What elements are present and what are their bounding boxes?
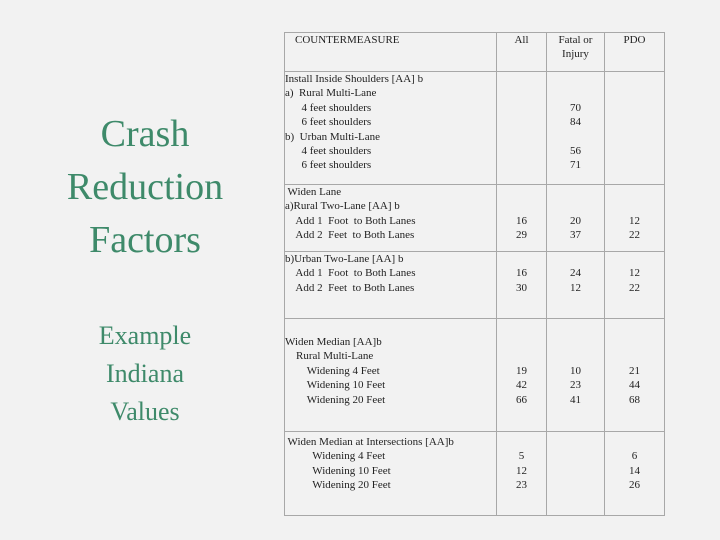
crash-reduction-table: [284, 32, 665, 516]
table-row: [285, 432, 665, 516]
table-row: [285, 252, 665, 319]
cell-line: Add 1 Foot to Both Lanes: [285, 267, 416, 280]
cell-value: 41: [570, 393, 581, 406]
cell-line: 6 feet shoulders: [285, 159, 372, 172]
slide-subtitle-line: Values: [110, 397, 180, 426]
cell-value: 20: [570, 214, 581, 227]
cell-line: Widening 10 Feet: [285, 379, 386, 392]
cell-value: 37: [570, 229, 581, 242]
table-row: [285, 72, 665, 185]
countermeasure-cell: [285, 185, 497, 252]
cell-value: 42: [516, 379, 527, 392]
cell-line: Add 2 Feet to Both Lanes: [285, 281, 415, 294]
cell-value: 70: [570, 101, 581, 114]
cell-value: 66: [516, 393, 527, 406]
cell-value: 68: [629, 393, 640, 406]
cell-line: 4 feet shoulders: [285, 145, 372, 158]
table-row: [285, 185, 665, 252]
cell-value: [547, 130, 604, 144]
cell-value: 21: [629, 364, 640, 377]
cell-value: 16: [516, 214, 527, 227]
cell-value: 56: [570, 145, 581, 158]
all-cell: [497, 432, 547, 516]
slide-title: [40, 108, 250, 267]
cell-value: 29: [516, 229, 527, 242]
table-row: [285, 319, 665, 432]
all-cell: [497, 72, 547, 185]
cell-value: 6: [631, 450, 638, 463]
fatal-injury-cell: [547, 319, 605, 432]
cell-value: [547, 72, 604, 86]
pdo-cell: [605, 432, 665, 516]
cell-value: 10: [570, 364, 581, 377]
countermeasure-cell: [285, 319, 497, 432]
cell-value: 22: [629, 281, 640, 294]
slide-subtitle: [40, 317, 250, 431]
cell-value: 26: [629, 479, 640, 492]
pdo-cell: [605, 185, 665, 252]
cell-value: 12: [629, 267, 640, 280]
cell-value: 12: [516, 464, 527, 477]
countermeasure-cell: [285, 72, 497, 185]
fatal-injury-cell: [547, 185, 605, 252]
cell-line: Install Inside Shoulders [AA] b: [285, 73, 424, 85]
cell-line: b) Urban Multi-Lane: [285, 130, 380, 143]
cell-line: Widening 4 Feet: [285, 450, 386, 463]
cell-line: 4 feet shoulders: [285, 101, 372, 114]
cell-line: b)Urban Two-Lane [AA] b: [285, 253, 404, 265]
all-cell: [497, 185, 547, 252]
cell-value: 30: [516, 281, 527, 294]
slide-title-line: Crash: [100, 113, 190, 155]
cell-line: a)Rural Two-Lane [AA] b: [285, 200, 400, 213]
cell-line: Widening 20 Feet: [285, 393, 386, 406]
cell-value: 19: [516, 364, 527, 377]
cell-value: 84: [570, 116, 581, 129]
cell-line: Add 1 Foot to Both Lanes: [285, 214, 416, 227]
pdo-cell: [605, 252, 665, 319]
cell-line: a) Rural Multi-Lane: [285, 87, 377, 100]
cell-value: 23: [516, 479, 527, 492]
cell-line: Widening 20 Feet: [285, 479, 391, 492]
cell-value: 12: [570, 281, 581, 294]
cell-line: Widen Median at Intersections [AA]b: [285, 436, 454, 448]
cell-line: Widening 10 Feet: [285, 464, 391, 477]
cell-line: 6 feet shoulders: [285, 116, 372, 129]
cell-line: Widen Lane: [285, 186, 342, 198]
all-cell: [497, 252, 547, 319]
cell-value: 12: [629, 214, 640, 227]
cell-value: 71: [570, 159, 581, 172]
slide-subtitle-line: Example: [98, 321, 192, 350]
cell-line: Rural Multi-Lane: [285, 350, 374, 363]
header-pdo: PDO: [605, 33, 665, 72]
slide-title-line: Reduction: [66, 166, 224, 208]
header-countermeasure: COUNTERMEASURE: [285, 33, 497, 72]
cell-value: 23: [570, 379, 581, 392]
fatal-injury-cell: [547, 432, 605, 516]
fatal-injury-cell: [547, 252, 605, 319]
cell-value: [547, 86, 604, 100]
countermeasure-cell: [285, 432, 497, 516]
table-header-row: [285, 33, 665, 72]
cell-line: Widen Median [AA]b: [285, 336, 382, 348]
fatal-injury-cell: [547, 72, 605, 185]
cell-value: 5: [518, 450, 525, 463]
cell-value: 24: [570, 267, 581, 280]
slide-title-line: Factors: [89, 219, 201, 261]
cell-value: 44: [629, 379, 640, 392]
cell-line: Add 2 Feet to Both Lanes: [285, 229, 415, 242]
cell-value: 16: [516, 267, 527, 280]
pdo-cell: [605, 72, 665, 185]
cell-line: Widening 4 Feet: [285, 364, 380, 377]
header-fatal-or-injury: Fatal or Injury: [547, 33, 605, 72]
slide-subtitle-line: Indiana: [106, 359, 184, 388]
pdo-cell: [605, 319, 665, 432]
header-all: All: [497, 33, 547, 72]
cell-value: 22: [629, 229, 640, 242]
countermeasure-cell: [285, 252, 497, 319]
cell-value: 14: [629, 464, 640, 477]
all-cell: [497, 319, 547, 432]
